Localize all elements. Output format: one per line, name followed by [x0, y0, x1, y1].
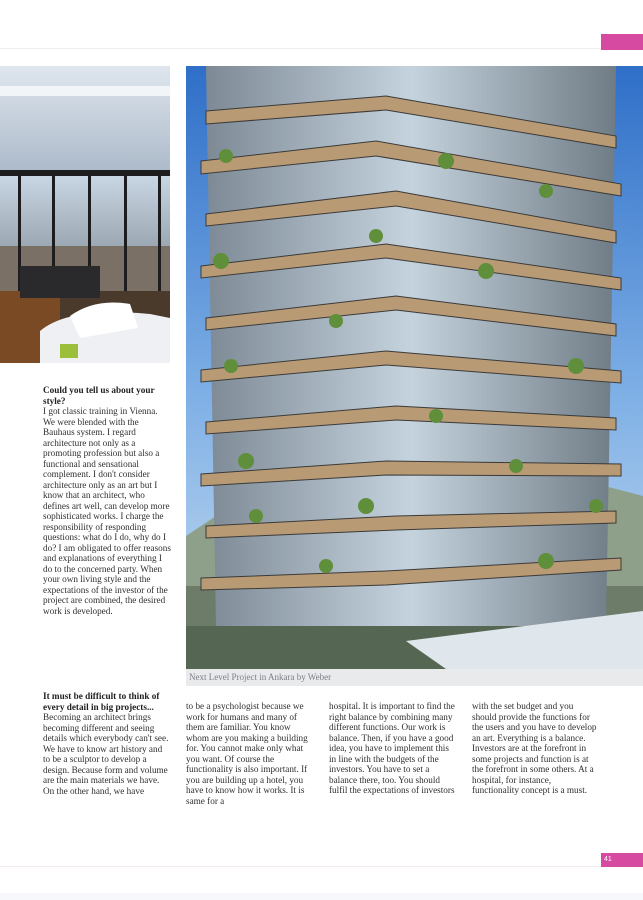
answer-text: I got classic training in Vienna. We were blended with the Bauhaus system. I regard architecture not only as a promoting profession but also a functional and sensational complement. I don't consider architecture only as an art but I know that an architect, who defines art well, can develop more sophisticated works. I charge the responsibility of responding questions: what do I do, why do I do? I am obligated to offer reasons and explanations of everything I do to the concerned party. When your own living style and the expectations of the investor of the project are combined, the desired work is developed.: [43, 406, 171, 616]
bottom-divider: [0, 866, 643, 867]
column-1-text: Becoming an architect brings becoming different and seeing details which everybody can't see. We have to know art history and to be a sculptor to develop a design. Because form and volume are the main materials we have. On the other hand, we have: [43, 712, 169, 796]
question-heading: Could you tell us about your style?: [43, 385, 155, 406]
page-number: 41: [601, 853, 643, 867]
photo-caption: Next Level Project in Ankara by Weber: [186, 669, 643, 686]
section-tab: [601, 34, 643, 50]
building-rendering-graphic: [186, 66, 643, 669]
column-4-text: with the set budget and you should provide the functions for the users and you have to develop an art. Everything is a balance. Investors are at the forefront in some projects and function is at the forefront in some others. At a hospital, for instance, functionality concept is a must.: [472, 701, 597, 795]
left-text-column: [43, 385, 171, 616]
interior-photo-graphic: [0, 66, 170, 363]
top-divider: [0, 48, 643, 49]
question-heading-2: It must be difficult to think of every detail in big projects...: [43, 691, 160, 712]
column-2-text: to be a psychologist because we work for humans and many of them are familiar. You know whom are you making a building for. You cannot make only what you want. Of course the functionality is also important. If you are building up a hotel, you have to know how it works. It is same for a: [186, 701, 308, 806]
bottom-column-4: [472, 701, 600, 796]
building-rendering: [186, 66, 643, 669]
bottom-column-3: [329, 701, 457, 796]
interior-photo: [0, 66, 170, 363]
bottom-column-1: [43, 691, 171, 796]
column-3-text: hospital. It is important to find the right balance by combining many different functions. Our work is balance. Then, if you have a good idea, you have to implement this in line with the budgets of the investors. You have to set a balance there, too. You should fulfil the expectations of investors: [329, 701, 455, 795]
bottom-column-2: [186, 701, 314, 806]
footer-strip: [0, 893, 643, 900]
